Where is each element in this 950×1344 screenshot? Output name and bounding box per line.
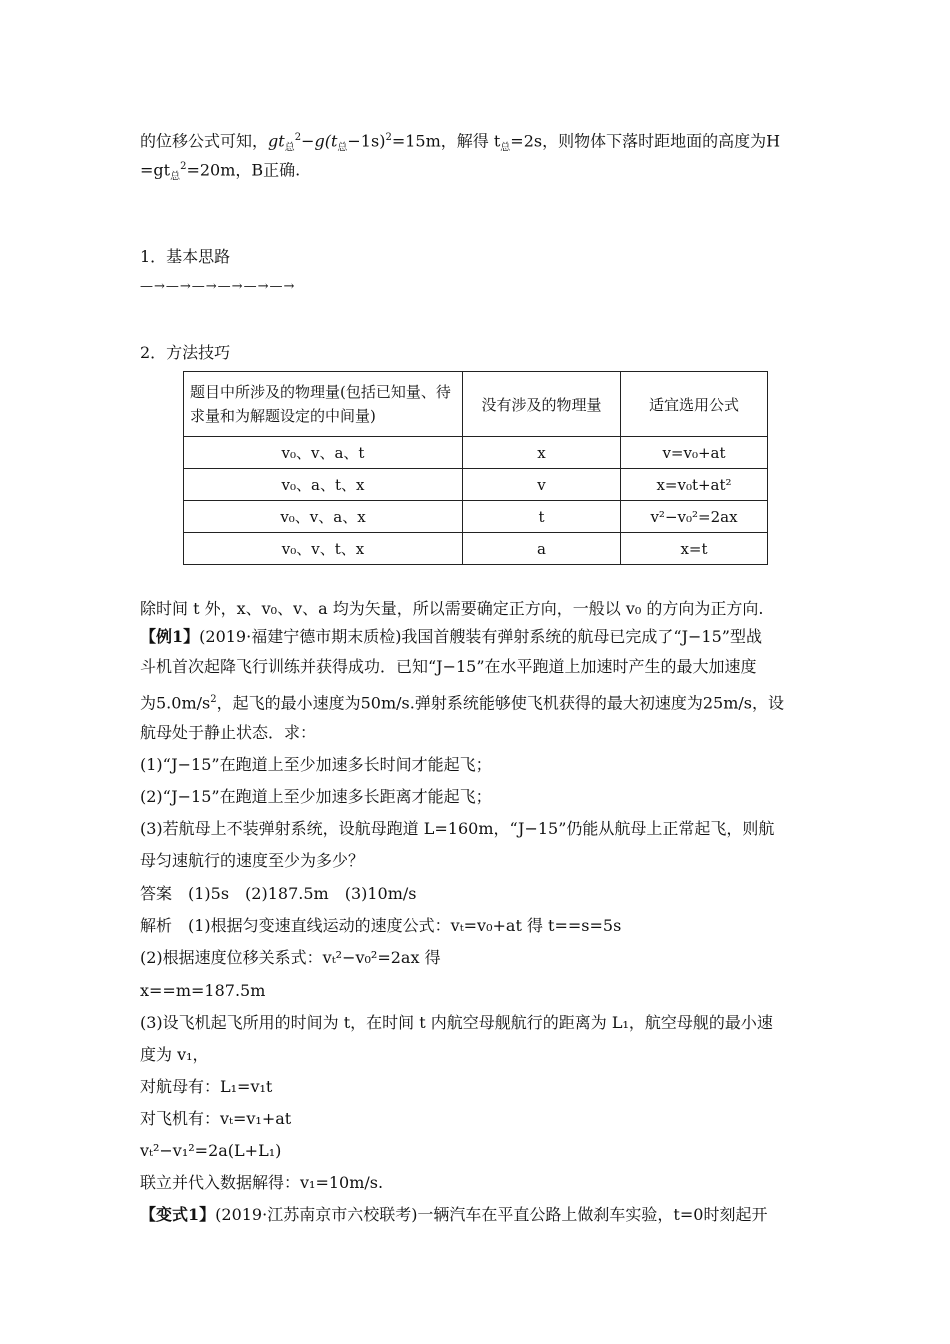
variant-line-1: 【变式1】(2019·江苏南京市六校联考)一辆汽车在平直公路上做刹车实验，t=0时刻起开 xyxy=(140,1205,768,1224)
table-cell: v₀、v、a、t xyxy=(184,437,463,469)
vector-note: 除时间 t 外，x、v₀、v、a 均为矢量，所以需要确定正方向，一般以 v₀ 的方向为正方向. xyxy=(140,599,764,618)
table-cell: v₀、v、t、x xyxy=(184,533,463,565)
example-tag: 【例1】 xyxy=(140,627,200,646)
solution-5: 度为 v₁， xyxy=(140,1045,209,1064)
table-cell: v₀、v、a、x xyxy=(184,501,463,533)
table-row xyxy=(184,469,768,501)
solution-9: 联立并代入数据解得：v₁=10m/s. xyxy=(140,1173,384,1192)
answer: 答案 (1)5s (2)187.5m (3)10m/s xyxy=(140,884,417,903)
solution-6: 对航母有：L₁=v₁t xyxy=(140,1077,273,1096)
table-cell: v xyxy=(463,469,621,501)
intro-line-1: 的位移公式可知，$gt_总^2-g(t_总-1s)^2=15m$，解得 $t_总=2s$，则物体下落时距地面的高度为H xyxy=(140,131,781,154)
table-cell: v²−v₀²=2ax xyxy=(621,501,768,533)
intro-line-2: $=gt_总^2=20m$，B正确. xyxy=(140,160,301,183)
example-line-2: 斗机首次起降飞行训练并获得成功．已知“J−15”在水平跑道上加速时产生的最大加速度 xyxy=(140,657,757,676)
table-cell: x=t xyxy=(621,533,768,565)
solution-8: vₜ²−v₁²=2a(L+L₁) xyxy=(140,1141,282,1160)
table-row xyxy=(184,437,768,469)
table-cell: t xyxy=(463,501,621,533)
table-header: 题目中所涉及的物理量(包括已知量、待求量和为解题设定的中间量) xyxy=(184,372,463,437)
example-line-4: 航母处于静止状态．求： xyxy=(140,723,317,742)
question-3: (3)若航母上不装弹射系统，设航母跑道 L=160m，“J−15”仍能从航母上正常起飞，则航 xyxy=(140,819,775,838)
section-2-title: 2．方法技巧 xyxy=(140,343,231,362)
solution-7: 对飞机有：vₜ=v₁+at xyxy=(140,1109,292,1128)
table-header: 适宜选用公式 xyxy=(621,372,768,437)
solution-2: (2)根据速度位移关系式：vₜ²−v₀²=2ax 得 xyxy=(140,948,441,967)
question-2: (2)“J−15”在跑道上至少加速多长距离才能起飞； xyxy=(140,787,492,806)
variant-tag: 【变式1】 xyxy=(140,1205,216,1224)
table-row xyxy=(184,533,768,565)
table-cell: v₀、a、t、x xyxy=(184,469,463,501)
solution-4: (3)设飞机起飞所用的时间为 t，在时间 t 内航空母舰航行的距离为 L₁，航空母舰的最小速 xyxy=(140,1013,773,1032)
example-line-1: 【例1】(2019·福建宁德市期末质检)我国首艘装有弹射系统的航母已完成了“J−15”型战 xyxy=(140,627,762,646)
table-header: 没有涉及的物理量 xyxy=(463,372,621,437)
section-1-title: 1．基本思路 xyxy=(140,247,231,266)
table-header-row xyxy=(184,372,768,437)
table-cell: a xyxy=(463,533,621,565)
table-row xyxy=(184,501,768,533)
flow-arrows: —→—→—→—→—→—→ xyxy=(140,279,296,294)
solution-3: x==m=187.5m xyxy=(140,981,266,1000)
solution-1: 解析 (1)根据匀变速直线运动的速度公式：vₜ=v₀+at 得 t==s=5s xyxy=(140,916,622,935)
table-cell: x=v₀t+at² xyxy=(621,469,768,501)
example-line-3: 为$5.0m/s^2$，起飞的最小速度为50m/s.弹射系统能够使飞机获得的最大初速度为25m/s，设 xyxy=(140,693,784,713)
table-cell: v=v₀+at xyxy=(621,437,768,469)
formula-table xyxy=(183,371,768,565)
question-1: (1)“J−15”在跑道上至少加速多长时间才能起飞； xyxy=(140,755,492,774)
table-cell: x xyxy=(463,437,621,469)
question-3-cont: 母匀速航行的速度至少为多少？ xyxy=(140,851,365,870)
